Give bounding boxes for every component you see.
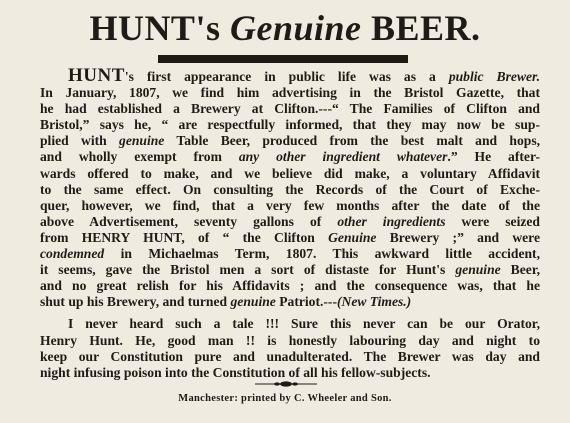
headline-part-hunts: HUNT's <box>89 8 230 48</box>
body-text <box>40 65 541 381</box>
printer-imprint: Manchester: printed by C. Wheeler and Son. <box>178 393 392 404</box>
text-line: from HENRY HUNT, of “ the Clifton Genuine Brewery ;” and were <box>40 229 541 245</box>
dropcap-name: HUNT <box>68 65 125 86</box>
text-line: plied with genuine Table Beer, produced from the best malt and hops, <box>40 133 541 149</box>
text-line: Henry Hunt. He, good man !! is honestly labouring day and night to <box>40 332 540 348</box>
text-line: condemned in Michaelmas Term, 1807. This awkward little accident, <box>40 246 540 262</box>
text-line: shut up his Brewery, and turned genuine Patriot.---(New Times.) <box>40 294 412 310</box>
headline-part-beer: BEER. <box>361 8 481 48</box>
text-line: above Advertisement, seventy gallons of other ingredients were seized <box>40 213 540 229</box>
text-line: wards offered to make, and we believe did make, a voluntary Affidavit <box>40 165 540 181</box>
text-line: he had established a Brewery at Clifton.---“ The Families of Clifton and <box>40 101 540 117</box>
text-line: and wholly exempt from any other ingredient whatever.” He after- <box>40 149 540 165</box>
ornament-rule <box>255 381 317 387</box>
source-citation: (New Times.) <box>336 294 412 310</box>
text-line: Bristol,” says he, “ are respectfully informed, that they may now be sup- <box>40 117 540 133</box>
text-line: to the same effect. On consulting the Records of the Court of Exche- <box>40 181 540 197</box>
heavy-rule <box>158 55 408 63</box>
text-line: I never heard such a tale !!! Sure this never can be our Orator, <box>68 316 540 332</box>
headline <box>0 8 570 48</box>
text-line: HUNT's first appearance in public life was as a public Brewer. <box>68 65 540 86</box>
text-line: night infusing poison into the Constitution of all his fellow-subjects. <box>40 364 431 380</box>
text-line: and no great relish for his Affidavits ; and the consequence was, that he <box>40 278 540 294</box>
text-line: it seems, gave the Bristol men a sort of distaste for Hunt's genuine Beer, <box>40 262 541 278</box>
headline-part-genuine: Genuine <box>229 8 362 48</box>
paragraph-2 <box>40 316 540 380</box>
text-line: In January, 1807, we find him advertising in the Bristol Gazette, that <box>40 85 540 101</box>
text-line: keep our Constitution pure and unadulterated. The Brewer was day and <box>40 348 540 364</box>
text-line: quer, however, we find, that a very few months after the date of the <box>40 197 540 213</box>
paragraph-1 <box>40 65 541 310</box>
